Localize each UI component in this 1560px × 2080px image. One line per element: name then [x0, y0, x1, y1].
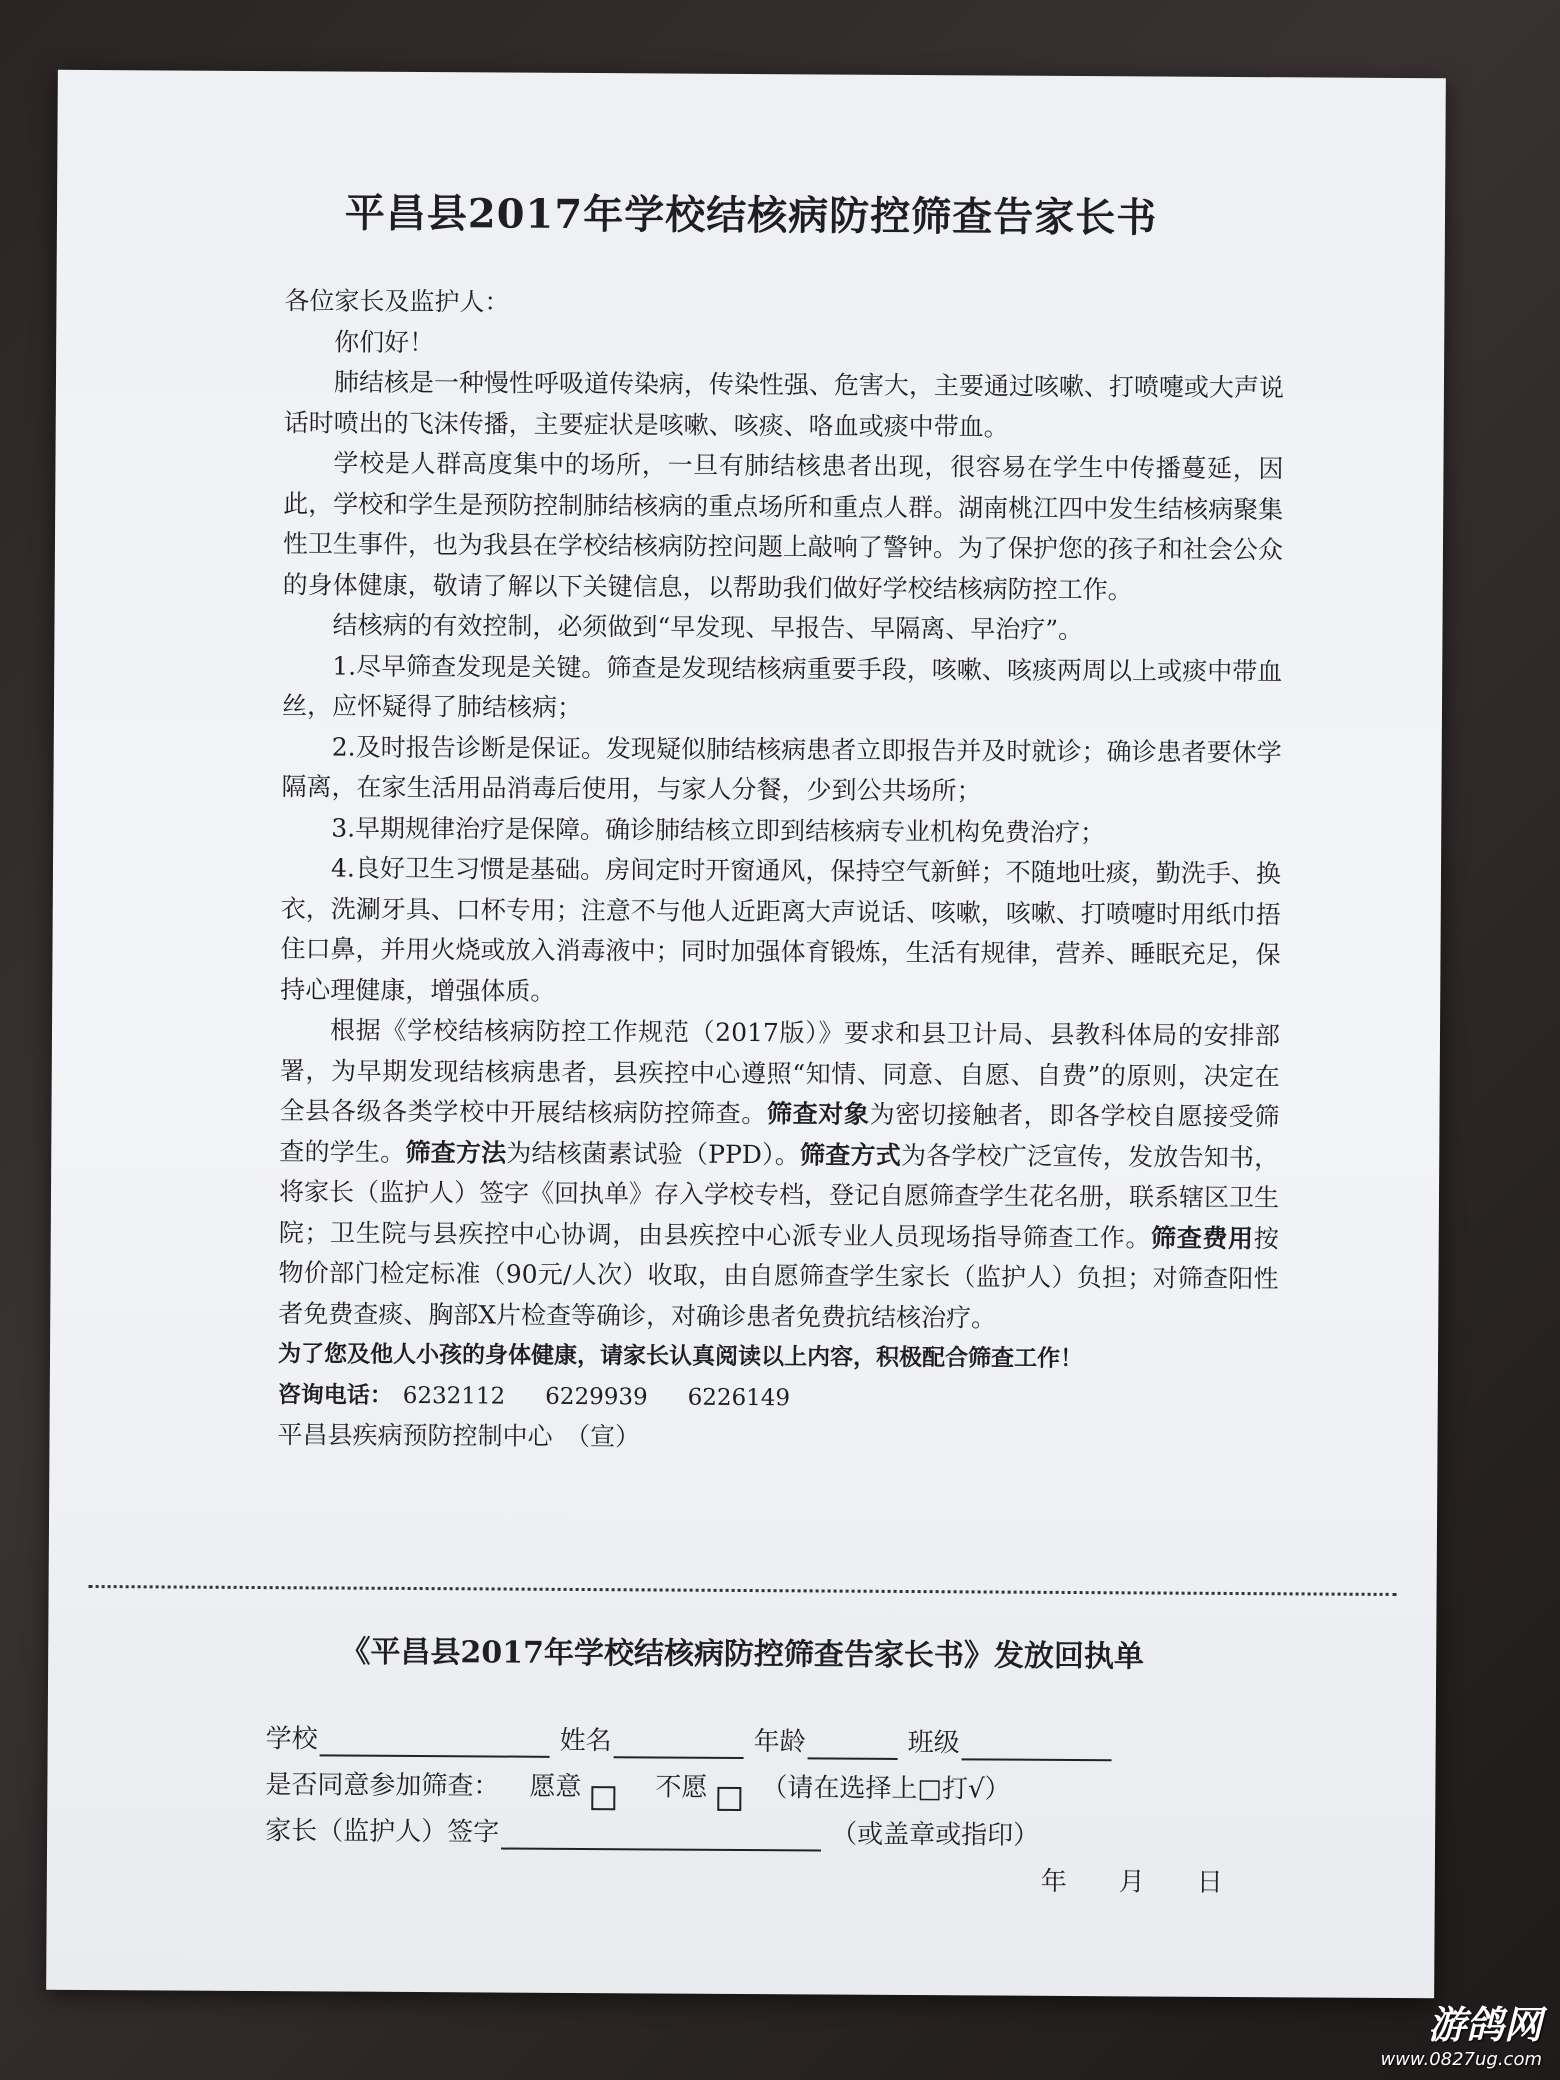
letter-body [277, 281, 1284, 1462]
paragraph-4 [278, 1010, 1280, 1340]
issuer-signature: 平昌县疾病预防控制中心 （宣） [277, 1420, 641, 1452]
class-label: 班级 [907, 1728, 960, 1759]
p4-text-d: 为结核菌素试验（PPD）。 [506, 1138, 801, 1169]
month-label: 月 [1118, 1867, 1147, 1898]
list-item-3: 3.早期规律治疗是保障。确诊肺结核立即到结核病专业机构免费治疗； [331, 812, 1106, 847]
closing-appeal: 为了您及他人小孩的身体健康，请家长认真阅读以上内容，积极配合筛查工作！ [277, 1341, 1084, 1373]
notice-paper [46, 70, 1446, 1998]
paragraph-1: 肺结核是一种慢性呼吸道传染病，传染性强、危害大，主要通过咳嗽、打喷嚏或大声说话时喷出的飞沫传播，主要症状是咳嗽、咳痰、咯血或痰中带血。 [283, 367, 1285, 442]
class-field[interactable] [962, 1728, 1112, 1761]
disagree-label: 不愿 [655, 1772, 708, 1803]
phone-number-1: 6232112 [402, 1382, 506, 1410]
hello-line: 你们好！ [334, 326, 435, 357]
screening-method-label: 筛查方法 [405, 1137, 507, 1168]
screening-target-label: 筛查对象 [766, 1099, 870, 1129]
consent-label: 是否同意参加筛查： [265, 1770, 500, 1802]
paragraph-3: 结核病的有效控制，必须做到“早发现、早报告、早隔离、早治疗”。 [332, 610, 1084, 645]
list-item-4: 4.良好卫生习惯是基础。房间定时开窗通风，保持空气新鲜；不随地吐痰，勤洗手、换衣，洗涮牙具、口杯专用；注意不与他人近距离大声说话、咳嗽，咳嗽、打喷嚏时用纸巾捂住口鼻，并用火烧或放入消毒液中；同时加强体育锻炼，生活有规律，营养、睡眠充足，保持心理健康，增强体质。 [280, 853, 1282, 1006]
p4-text-e: 为各学校广泛宣传，发放告知书，将家长（监护人）签字《回执单》存入学校专档，登记自愿筛查学生花名册，联系辖区卫生院；卫生院与县疾控中心协调，由县疾控中心派专业人员现场指导筛查工作。 [278, 1140, 1280, 1252]
document-title: 平昌县2017年学校结核病防控筛查告家长书 [344, 189, 1158, 242]
phone-number-3: 6226149 [687, 1384, 791, 1411]
phone-number-2: 6229939 [545, 1383, 648, 1410]
list-item-2: 2.及时报告诊断是保证。发现疑似肺结核病患者立即报告并及时就诊；确诊患者要休学隔离，在家生活用品消毒后使用，与家人分餐，少到公共场所； [281, 731, 1282, 806]
watermark-name: 游鸽网 [1427, 2003, 1542, 2047]
signature-field[interactable] [501, 1818, 821, 1852]
p4-text-f: 按物价部门检定标准（90元/人次）收取，由自愿筛查学生家长（监护人）负担；对筛查阳性者免费查痰、胸部X片检查等确诊，对确诊患者免费抗结核治疗。 [278, 1223, 1279, 1333]
day-label: 日 [1196, 1867, 1225, 1898]
paragraph-2: 学校是人群高度集中的场所，一旦有肺结核患者出现，很容易在学生中传播蔓延，因此，学校和学生是预防控制肺结核病的重点场所和重点人群。湖南桃江四中发生结核病聚集性卫生事件，也为我县在学校结核病防控问题上敲响了警钟。为了保护您的孩子和社会公众的身体健康，敬请了解以下关键信息，以帮助我们做好学校结核病防控工作。 [282, 448, 1284, 604]
school-label: 学校 [265, 1724, 318, 1755]
date-row [265, 1854, 1265, 1906]
school-field[interactable] [320, 1724, 550, 1757]
age-field[interactable] [808, 1727, 898, 1760]
list-item-1: 1.尽早筛查发现是关键。筛查是发现结核病重要手段，咳嗽、咳痰两周以上或痰中带血丝，应怀疑得了肺结核病； [281, 650, 1283, 722]
signature-row [265, 1808, 1265, 1860]
student-info-row [266, 1716, 1266, 1768]
name-field[interactable] [614, 1726, 744, 1759]
p4-text-a: 根据《学校结核病防控工作规范（2017版）》要求和县卫计局、县教科体局的安排部署，为早期发现结核病患者，县疾控中心遵照“知情、同意、自愿、自费”的原则，决定在全县各级各类学校中开展结核病防控筛查。 [279, 1015, 1281, 1129]
site-watermark [1380, 1994, 1542, 2070]
agree-label: 愿意 [529, 1771, 582, 1803]
check-hint: （请在选择上□打√） [761, 1773, 1011, 1805]
agree-checkbox[interactable] [591, 1786, 615, 1810]
cut-line-divider [89, 1585, 1397, 1596]
signature-label: 家长（监护人）签字 [265, 1816, 500, 1848]
screening-mode-label: 筛查方式 [799, 1139, 902, 1170]
screening-fee-label: 筛查费用 [1151, 1222, 1254, 1253]
age-label: 年龄 [753, 1727, 806, 1758]
phone-row [278, 1375, 1278, 1422]
consent-row [265, 1762, 1265, 1814]
greeting: 各位家长及监护人： [284, 286, 510, 317]
receipt-form [265, 1716, 1266, 1906]
disagree-checkbox[interactable] [717, 1787, 741, 1811]
name-label: 姓名 [559, 1725, 612, 1757]
p4-text-c: 为密切接触者，即各学校自愿接受筛查的学生。 [279, 1099, 1280, 1167]
stamp-hint: （或盖章或指印） [831, 1819, 1040, 1851]
receipt-title: 《平昌县2017年学校结核病防控筛查告家长书》发放回执单 [340, 1634, 1145, 1675]
watermark-url: www.0827ug.com [1380, 2049, 1542, 2070]
phone-label: 咨询电话： [277, 1381, 393, 1409]
year-label: 年 [1040, 1866, 1069, 1897]
